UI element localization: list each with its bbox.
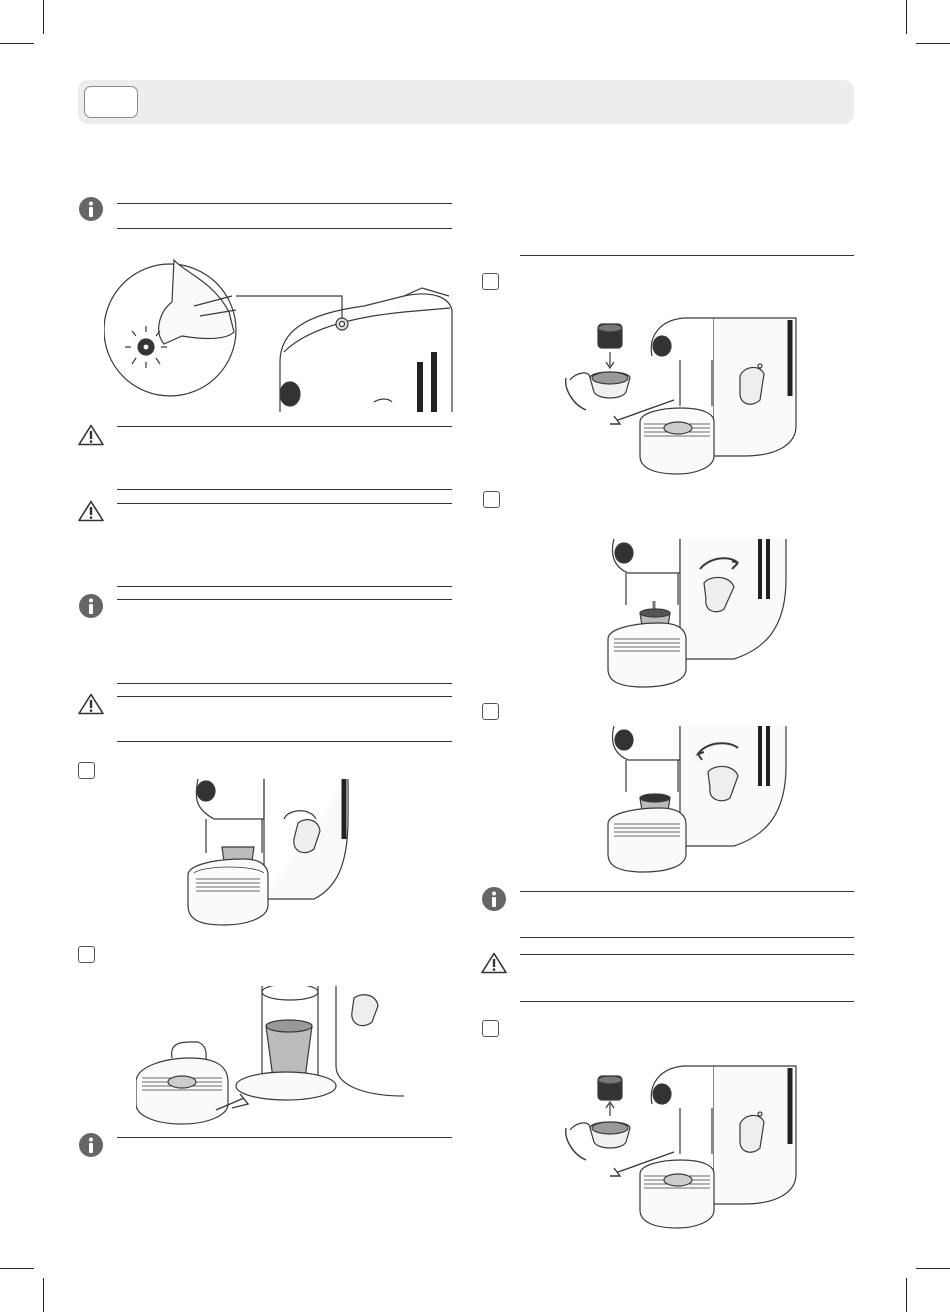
warning-icon [78, 424, 104, 446]
warning-icon [78, 693, 104, 715]
step-number-box [78, 762, 95, 779]
divider [117, 683, 452, 684]
crop-mark [916, 1268, 950, 1269]
info-icon [78, 593, 104, 619]
step-number-box [483, 491, 500, 508]
divider [117, 1137, 452, 1138]
machine-with-cup-illustration [184, 779, 352, 937]
info-icon [78, 196, 104, 222]
divider [520, 891, 854, 892]
step-number-box [78, 946, 95, 963]
divider [117, 741, 452, 742]
step-number-box [482, 703, 499, 720]
divider [117, 426, 452, 427]
divider [117, 489, 452, 490]
lever-return-illustration [604, 726, 788, 876]
divider [117, 586, 452, 587]
warning-icon [78, 500, 104, 522]
crop-mark [906, 1278, 907, 1312]
crop-mark [0, 43, 34, 44]
divider [520, 937, 854, 938]
divider [520, 1001, 854, 1002]
divider [520, 954, 854, 955]
capsule-insertion-illustration [564, 316, 804, 480]
divider [117, 503, 452, 504]
step-number-box [482, 273, 499, 290]
lever-brew-illustration [604, 539, 788, 689]
crop-mark [43, 1278, 44, 1312]
step-number-box [482, 1020, 499, 1037]
divider [520, 255, 854, 256]
power-button-illustration [104, 252, 454, 414]
crop-mark [43, 0, 44, 34]
drip-tray-removal-illustration [136, 986, 406, 1126]
section-header-bar [78, 80, 854, 124]
language-code-box [84, 86, 138, 118]
divider [117, 203, 452, 204]
crop-mark [906, 0, 907, 34]
warning-icon [481, 952, 507, 974]
crop-mark [0, 1268, 34, 1269]
crop-mark [916, 43, 950, 44]
divider [117, 599, 452, 600]
info-icon [78, 1132, 104, 1158]
divider [117, 696, 452, 697]
divider [117, 228, 452, 229]
info-icon [481, 886, 507, 912]
capsule-removal-illustration [564, 1064, 804, 1234]
